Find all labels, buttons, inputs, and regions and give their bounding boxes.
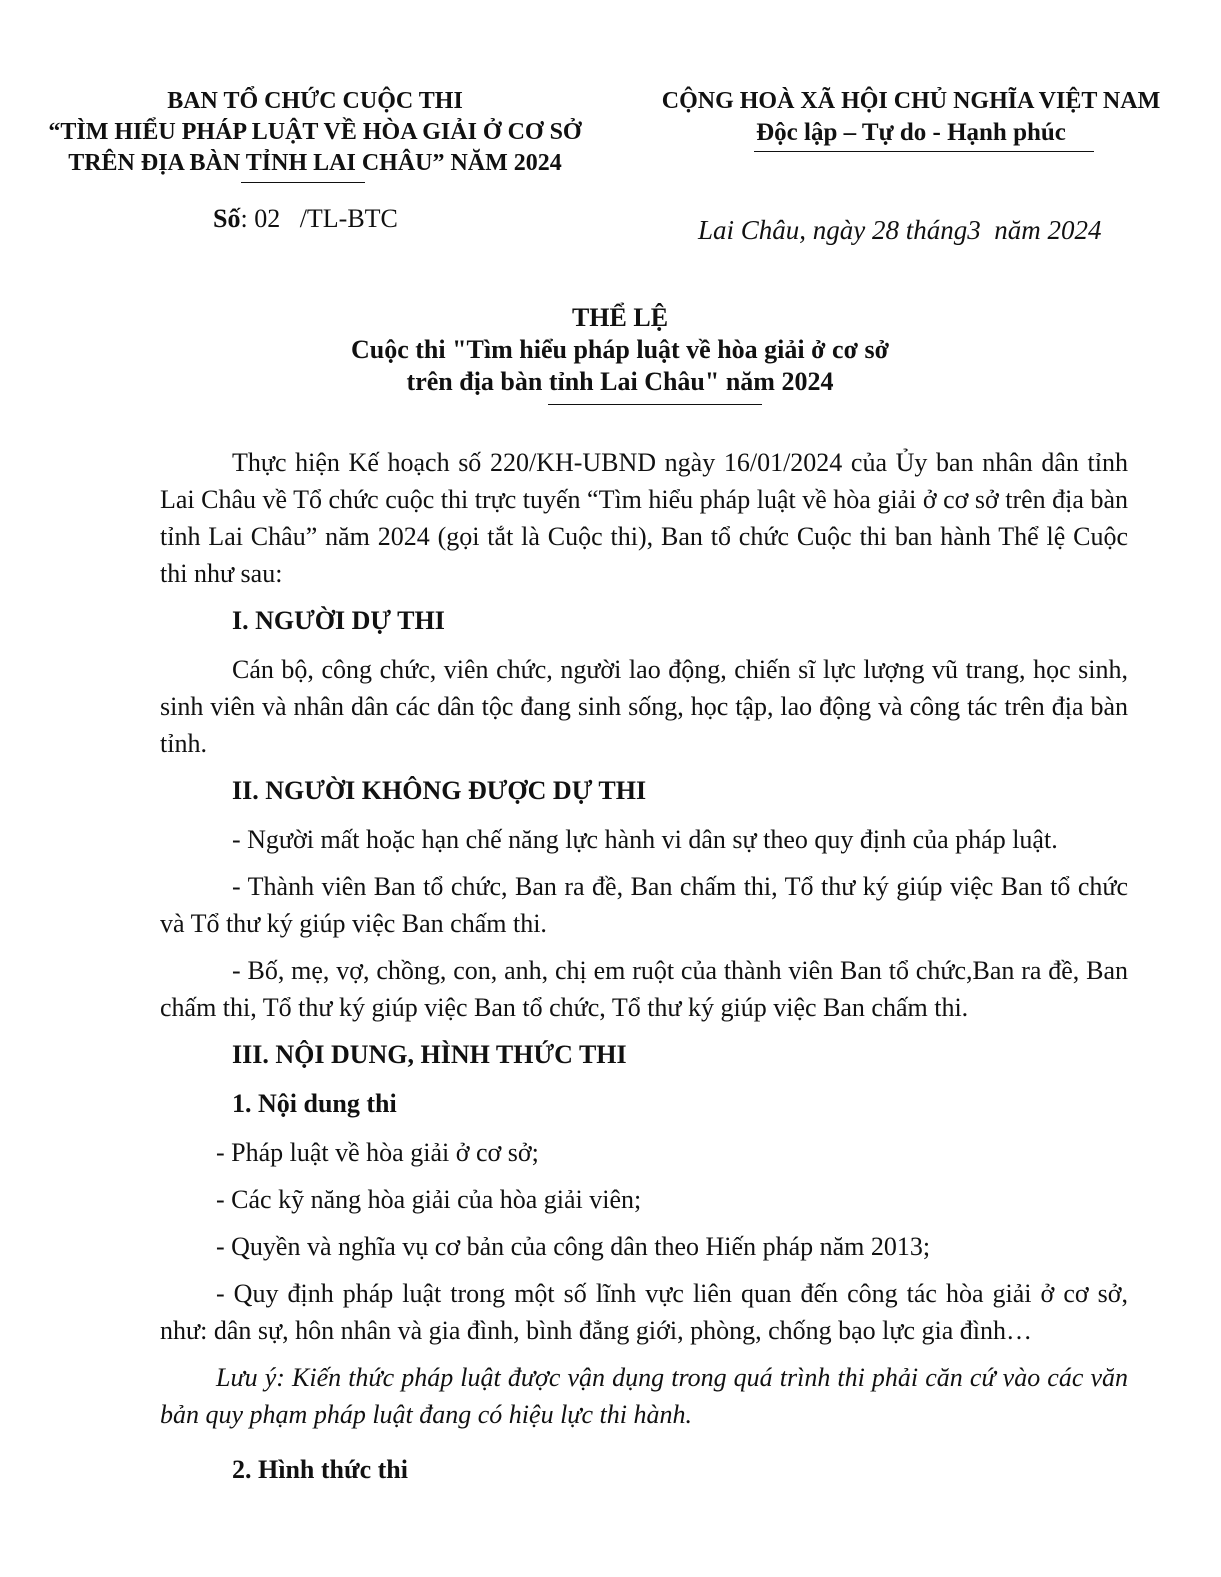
section-3-heading: III. NỘI DUNG, HÌNH THỨC THI — [232, 1040, 627, 1069]
title-main: THỂ LỆ — [571, 303, 669, 332]
content-item: - Các kỹ năng hòa giải của hòa giải viên; — [216, 1185, 642, 1214]
section-2-item: - Người mất hoặc hạn chế năng lực hành vi dân sự theo quy định của pháp luật. — [232, 825, 1058, 854]
section-2-heading: II. NGƯỜI KHÔNG ĐƯỢC DỰ THI — [232, 776, 647, 805]
document-body — [160, 444, 1128, 1500]
national-motto: Độc lập – Tự do - Hạnh phúc — [756, 119, 1066, 146]
section-2-item: - Bố, mẹ, vợ, chồng, con, anh, chị em ruột của thành viên Ban tổ chức,Ban ra đề, Ban chấm thi, Tổ thư ký giúp việc Ban tổ chức, Tổ thư ký giúp việc Ban chấm thi. — [160, 956, 1128, 1022]
document-number — [213, 204, 398, 234]
org-line-1: BAN TỔ CHỨC CUỘC THI — [167, 88, 463, 114]
note-paragraph: Lưu ý: Kiến thức pháp luật được vận dụng trong quá trình thi phải căn cứ vào các văn bản quy phạm pháp luật đang có hiệu lực thi hành. — [160, 1363, 1128, 1429]
country-name: CỘNG HOÀ XÃ HỘI CHỦ NGHĨA VIỆT NAM — [661, 88, 1161, 114]
intro-paragraph: Thực hiện Kế hoạch số 220/KH-UBND ngày 16/01/2024 của Ủy ban nhân dân tỉnh Lai Châu về Tổ chức cuộc thi trực tuyến “Tìm hiểu pháp luật về hòa giải ở cơ sở trên địa bàn tỉnh Lai Châu” năm 2024 (gọi tắt là Cuộc thi), Ban tổ chức Cuộc thi ban hành Thể lệ Cuộc thi như sau: — [160, 448, 1128, 588]
org-line-3: TRÊN ĐỊA BÀN TỈNH LAI CHÂU” NĂM 2024 — [68, 150, 562, 176]
org-line-2: “TÌM HIỂU PHÁP LUẬT VỀ HÒA GIẢI Ở CƠ SỞ — [48, 119, 582, 145]
document-number-value: : 02 /TL-BTC — [240, 204, 398, 233]
section-2-item: - Thành viên Ban tổ chức, Ban ra đề, Ban chấm thi, Tổ thư ký giúp việc Ban tổ chức và Tổ thư ký giúp việc Ban chấm thi. — [160, 872, 1128, 938]
title-line-1: Cuộc thi "Tìm hiểu pháp luật về hòa giải ở cơ sở — [351, 335, 889, 364]
content-item: - Pháp luật về hòa giải ở cơ sở; — [216, 1138, 539, 1167]
issuing-organization — [20, 86, 610, 179]
issue-date: Lai Châu, ngày 28 tháng3 năm 2024 — [698, 215, 1102, 245]
section-1-text: Cán bộ, công chức, viên chức, người lao động, chiến sĩ lực lượng vũ trang, học sinh, sinh viên và nhân dân các dân tộc đang sinh sống, học tập, lao động và công tác trên địa bàn tỉnh. — [160, 655, 1128, 758]
motto-underline — [754, 151, 1094, 152]
document-title — [150, 302, 1090, 398]
org-underline — [241, 182, 365, 183]
title-underline — [548, 404, 762, 405]
document-number-label: Số — [213, 204, 241, 233]
content-item: - Quyền và nghĩa vụ cơ bản của công dân theo Hiến pháp năm 2013; — [216, 1232, 931, 1261]
subsection-1-heading: 1. Nội dung thi — [232, 1089, 397, 1118]
subsection-2-heading: 2. Hình thức thi — [232, 1455, 408, 1484]
section-1-heading: I. NGƯỜI DỰ THI — [232, 606, 445, 635]
content-item: - Quy định pháp luật trong một số lĩnh vực liên quan đến công tác hòa giải ở cơ sở, như: dân sự, hôn nhân và gia đình, bình đẳng giới, phòng, chống bạo lực gia đình… — [160, 1279, 1128, 1345]
national-header — [632, 86, 1190, 148]
title-line-2: trên địa bàn tỉnh Lai Châu" năm 2024 — [406, 367, 834, 396]
